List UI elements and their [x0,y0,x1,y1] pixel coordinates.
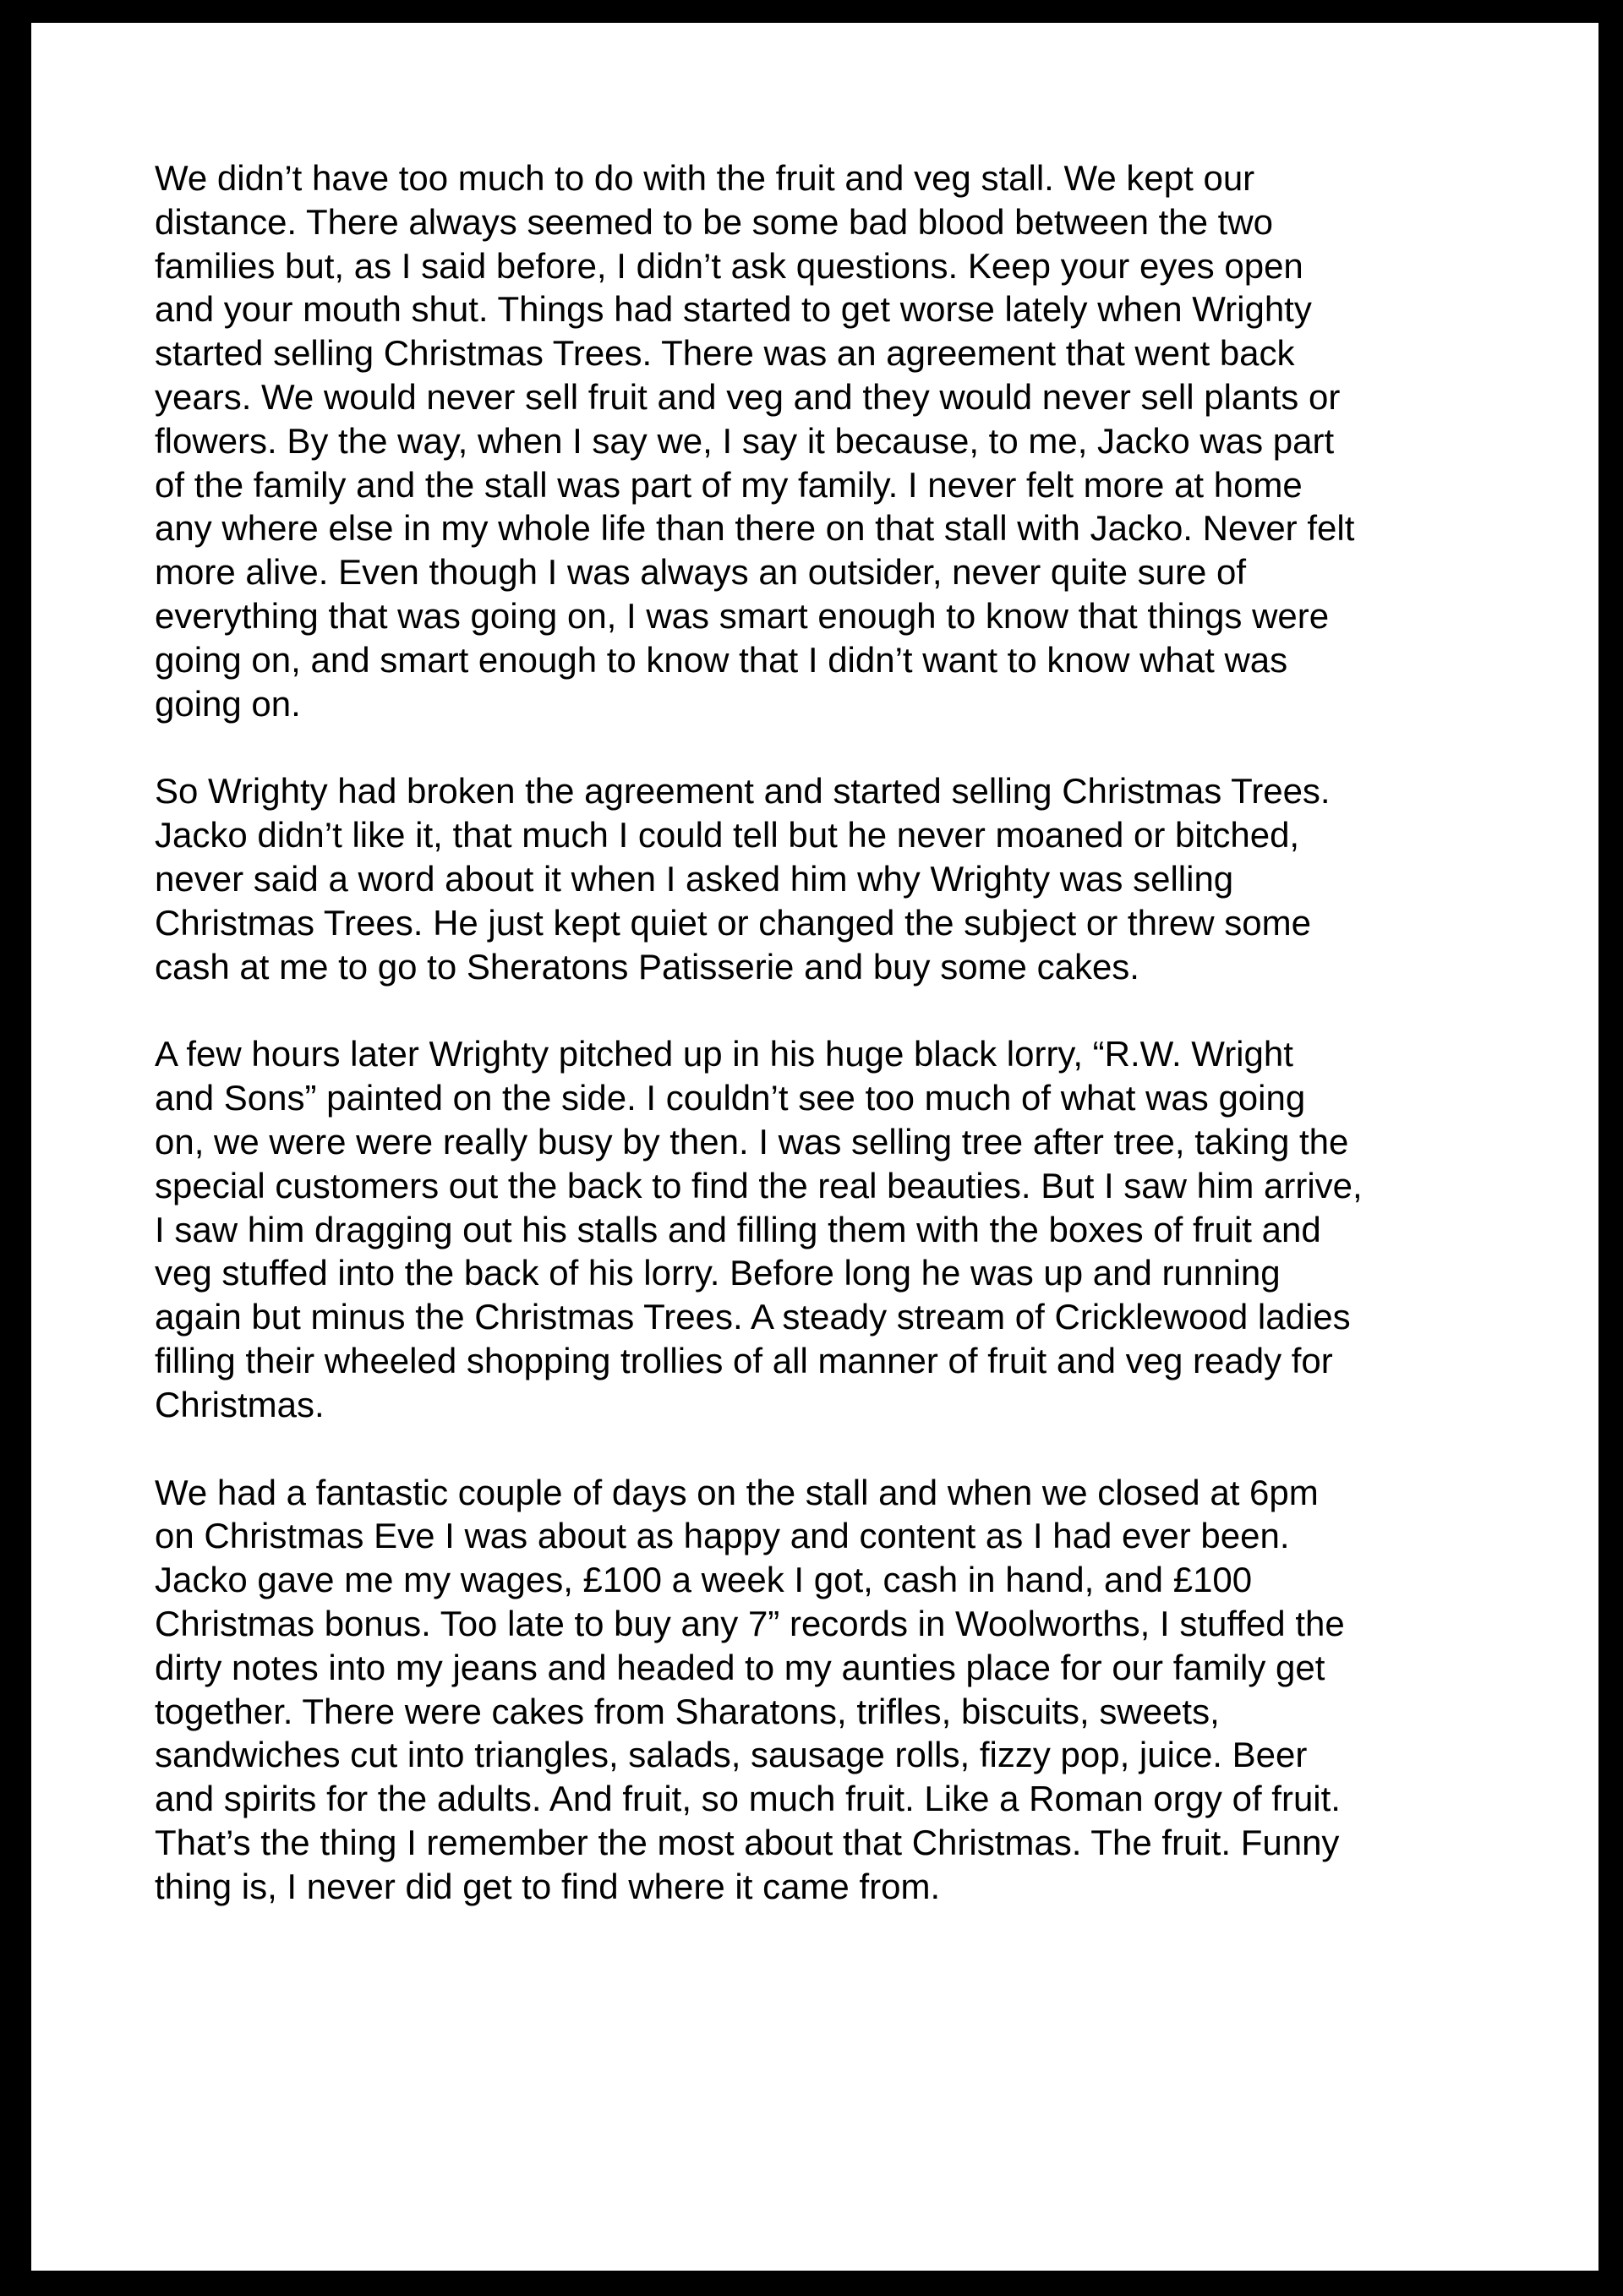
text-line: thing is, I never did get to find where it came from. [155,1866,941,1906]
text-line: of the family and the stall was part of my family. I never felt more at home [155,464,1303,505]
text-line: on, we were were really busy by then. I was selling tree after tree, taking the [155,1121,1349,1162]
text-line: So Wrighty had broken the agreement and started selling Christmas Trees. [155,771,1331,812]
text-line: sandwiches cut into triangles, salads, sausage rolls, fizzy pop, juice. Beer [155,1735,1308,1775]
text-line: special customers out the back to find the real beauties. But I saw him arrive, [155,1165,1363,1205]
paragraph [155,1032,1507,1426]
text-line: and Sons” painted on the side. I couldn’t see too much of what was going [155,1078,1306,1118]
text-line: years. We would never sell fruit and veg and they would never sell plants or [155,376,1341,417]
text-line: cash at me to go to Sheratons Patisserie and buy some cakes. [155,946,1139,987]
text-line: distance. There always seemed to be some bad blood between the two [155,201,1274,242]
text-line: veg stuffed into the back of his lorry. Before long he was up and running [155,1253,1281,1293]
text-line: That’s the thing I remember the most about that Christmas. The fruit. Funny [155,1822,1340,1862]
text-line: everything that was going on, I was smart enough to know that things were [155,595,1330,636]
text-line: Jacko gave me my wages, £100 a week I got, cash in hand, and £100 [155,1560,1253,1600]
document-page [31,23,1598,2271]
text-line: going on. [155,683,301,724]
text-line: flowers. By the way, when I say we, I say it because, to me, Jacko was part [155,420,1335,461]
text-line: Christmas Trees. He just kept quiet or changed the subject or threw some [155,902,1311,943]
text-line: again but minus the Christmas Trees. A steady stream of Cricklewood ladies [155,1297,1351,1337]
paragraph [155,156,1507,725]
paragraph [155,1471,1507,1909]
text-line: We had a fantastic couple of days on the stall and when we closed at 6pm [155,1472,1319,1512]
text-line: started selling Christmas Trees. There was an agreement that went back [155,333,1295,374]
text-line: and spirits for the adults. And fruit, so much fruit. Like a Roman orgy of fruit. [155,1779,1341,1819]
document-body [155,156,1507,1952]
text-line: together. There were cakes from Sharatons, trifles, biscuits, sweets, [155,1691,1220,1731]
text-line: A few hours later Wrighty pitched up in his huge black lorry, “R.W. Wright [155,1034,1293,1074]
text-line: more alive. Even though I was always an outsider, never quite sure of [155,552,1247,593]
text-line: Christmas bonus. Too late to buy any 7” records in Woolworths, I stuffed the [155,1603,1345,1643]
text-line: on Christmas Eve I was about as happy and content as I had ever been. [155,1516,1290,1556]
text-line: Jacko didn’t like it, that much I could tell but he never moaned or bitched, [155,815,1300,856]
text-line: Christmas. [155,1384,325,1424]
text-line: any where else in my whole life than there on that stall with Jacko. Never felt [155,508,1355,549]
text-line: families but, as I said before, I didn’t ask questions. Keep your eyes open [155,245,1303,286]
text-line: going on, and smart enough to know that I didn’t want to know what was [155,639,1288,680]
text-line: We didn’t have too much to do with the fruit and veg stall. We kept our [155,158,1255,198]
text-line: dirty notes into my jeans and headed to my aunties place for our family get [155,1647,1325,1687]
text-line: and your mouth shut. Things had started to get worse lately when Wrighty [155,289,1312,330]
text-line: filling their wheeled shopping trollies of all manner of fruit and veg ready for [155,1340,1333,1380]
text-line: never said a word about it when I asked him why Wrighty was selling [155,858,1234,899]
text-line: I saw him dragging out his stalls and filling them with the boxes of fruit and [155,1209,1321,1249]
paragraph [155,769,1507,988]
